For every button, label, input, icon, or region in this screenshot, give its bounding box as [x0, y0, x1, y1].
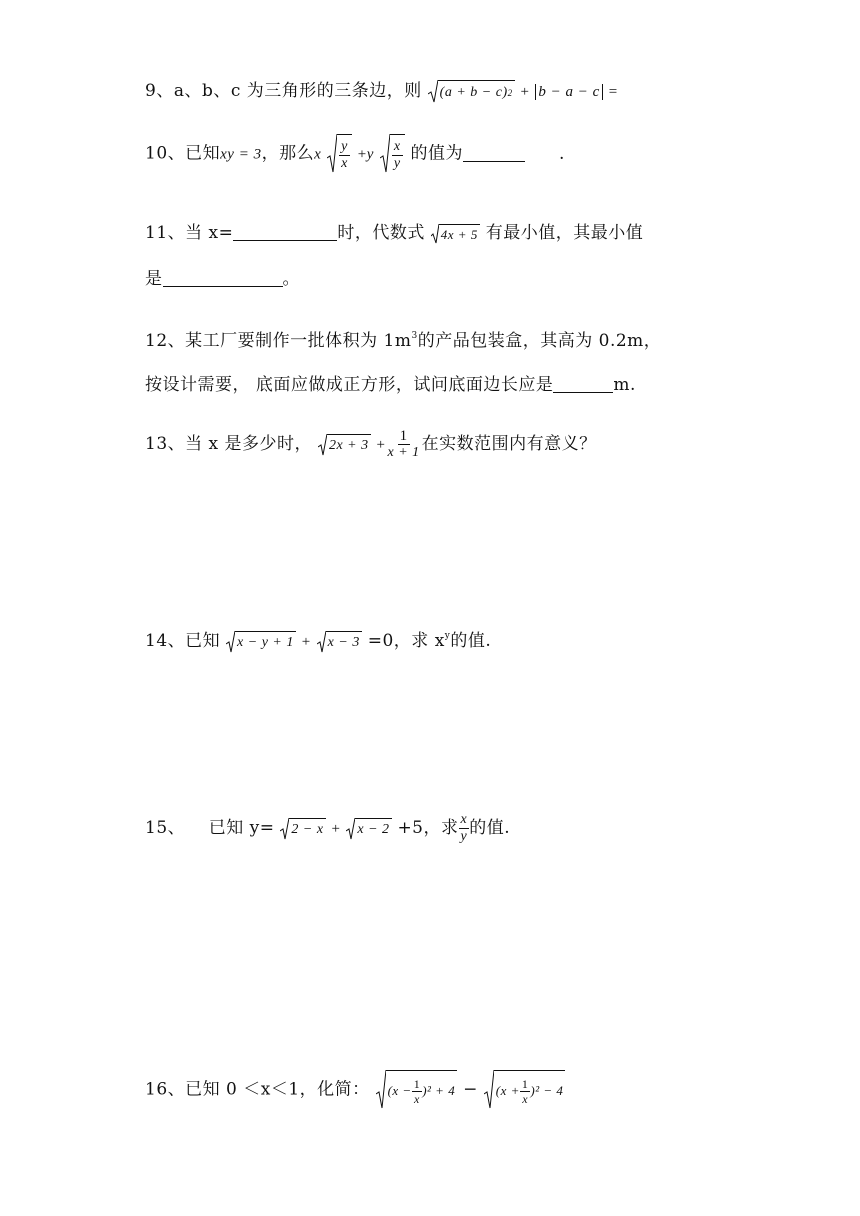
- sqrt-expression: [428, 80, 515, 104]
- numerator: x: [393, 138, 401, 154]
- absolute-value: b − a − c: [535, 84, 602, 100]
- q14-suffix: 的值.: [450, 631, 492, 651]
- q12-line2-text: 按设计需要， 底面应做成正方形，试问底面边长应是: [145, 375, 554, 395]
- unit: m.: [613, 375, 636, 395]
- q13-text: 13、当 x 是多少时，: [145, 434, 313, 454]
- radicand: 4x + 5: [439, 224, 480, 244]
- q9-text: 9、a、b、c 为三角形的三条边，则: [145, 81, 422, 101]
- numerator: y: [341, 138, 348, 154]
- radicand: (a + b − c): [439, 84, 508, 100]
- q11-text: 11、当 x=: [145, 223, 234, 243]
- question-12-line2: [145, 370, 636, 395]
- q11-mid: 时，代数式: [337, 223, 425, 243]
- radicand: x − 3: [326, 631, 362, 653]
- radicand: 2x + 3: [327, 434, 371, 456]
- radicand: 2 − x: [289, 818, 325, 840]
- question-15: [145, 812, 510, 845]
- equals-sign: =: [608, 84, 618, 100]
- superscript: y: [444, 631, 451, 641]
- q10-suffix: 的值为: [410, 143, 463, 164]
- q12-text-cont: 的产品包装盒，其高为 0.2m，: [417, 331, 662, 351]
- coef-x: x: [314, 146, 322, 163]
- sqrt-expression: [431, 224, 480, 244]
- question-9: [145, 76, 618, 104]
- radicand-end: )² − 4: [530, 1083, 564, 1098]
- denominator: y: [393, 155, 401, 171]
- plus-sign: +: [357, 146, 367, 163]
- q11-line2-text: 是: [145, 269, 163, 289]
- q10-mid: ，那么: [261, 143, 315, 164]
- denominator: x: [414, 1091, 420, 1106]
- sqrt-expression-1: [226, 631, 296, 653]
- question-10: [145, 134, 565, 174]
- plus-sign: +: [301, 634, 311, 650]
- sqrt-expression-1: [280, 818, 325, 840]
- radicand: x − y + 1: [235, 631, 296, 653]
- answer-blank[interactable]: [463, 143, 525, 162]
- sqrt-fraction-1: [327, 134, 352, 174]
- coef-y: y: [366, 146, 374, 163]
- question-11-line2: [145, 264, 300, 289]
- denominator: x: [341, 155, 348, 171]
- q14-text: 14、已知: [145, 631, 221, 651]
- question-11: [145, 218, 643, 244]
- q16-text: 16、已知 0 ＜x＜1，化简：: [145, 1079, 370, 1100]
- numerator: 1: [413, 1076, 421, 1091]
- q13-suffix: 在实数范围内有意义？: [421, 434, 597, 454]
- plus-sign: +: [520, 84, 530, 100]
- radicand-start: (x +: [495, 1083, 520, 1098]
- period: 。: [282, 269, 300, 289]
- plus-sign: +: [331, 821, 341, 837]
- radicand: x − 2: [355, 818, 391, 840]
- answer-blank-min[interactable]: [163, 268, 283, 287]
- q15-suffix: 的值.: [469, 818, 511, 838]
- answer-blank[interactable]: [553, 374, 613, 393]
- answer-blank-x[interactable]: [233, 222, 337, 241]
- question-14: [145, 626, 491, 653]
- minus-sign: −: [463, 1079, 478, 1100]
- superscript: 3: [411, 331, 418, 341]
- sqrt-expression-2: [317, 631, 362, 653]
- q10-text: 10、已知: [145, 143, 221, 164]
- sqrt-expression-2: [346, 818, 391, 840]
- condition: xy = 3: [220, 146, 262, 163]
- denominator: x: [522, 1091, 529, 1106]
- question-16: [145, 1070, 565, 1110]
- sqrt-expression-2: [484, 1070, 566, 1110]
- numerator: 1: [521, 1076, 529, 1091]
- period: .: [558, 143, 565, 164]
- denominator: y: [460, 829, 468, 844]
- denominator: x + 1: [387, 445, 420, 460]
- sqrt-expression: [318, 434, 371, 456]
- q14-mid: =0，求 x: [367, 631, 445, 651]
- q12-text: 12、某工厂要制作一批体积为 1m: [145, 331, 412, 351]
- sqrt-fraction-2: [380, 134, 405, 174]
- sqrt-expression-1: [376, 1070, 458, 1110]
- plus-sign: +: [376, 437, 386, 453]
- q15-mid: +5，求: [397, 818, 459, 838]
- exponent: 2: [507, 87, 513, 98]
- radicand-end: )² + 4: [422, 1083, 456, 1098]
- q11-suffix: 有最小值，其最小值: [485, 223, 644, 243]
- question-13: [145, 428, 597, 461]
- q15-text: 15、 已知 y=: [145, 818, 275, 838]
- question-12: [145, 326, 661, 351]
- numerator: 1: [399, 428, 408, 444]
- numerator: x: [460, 812, 468, 827]
- radicand-start: (x −: [387, 1083, 412, 1098]
